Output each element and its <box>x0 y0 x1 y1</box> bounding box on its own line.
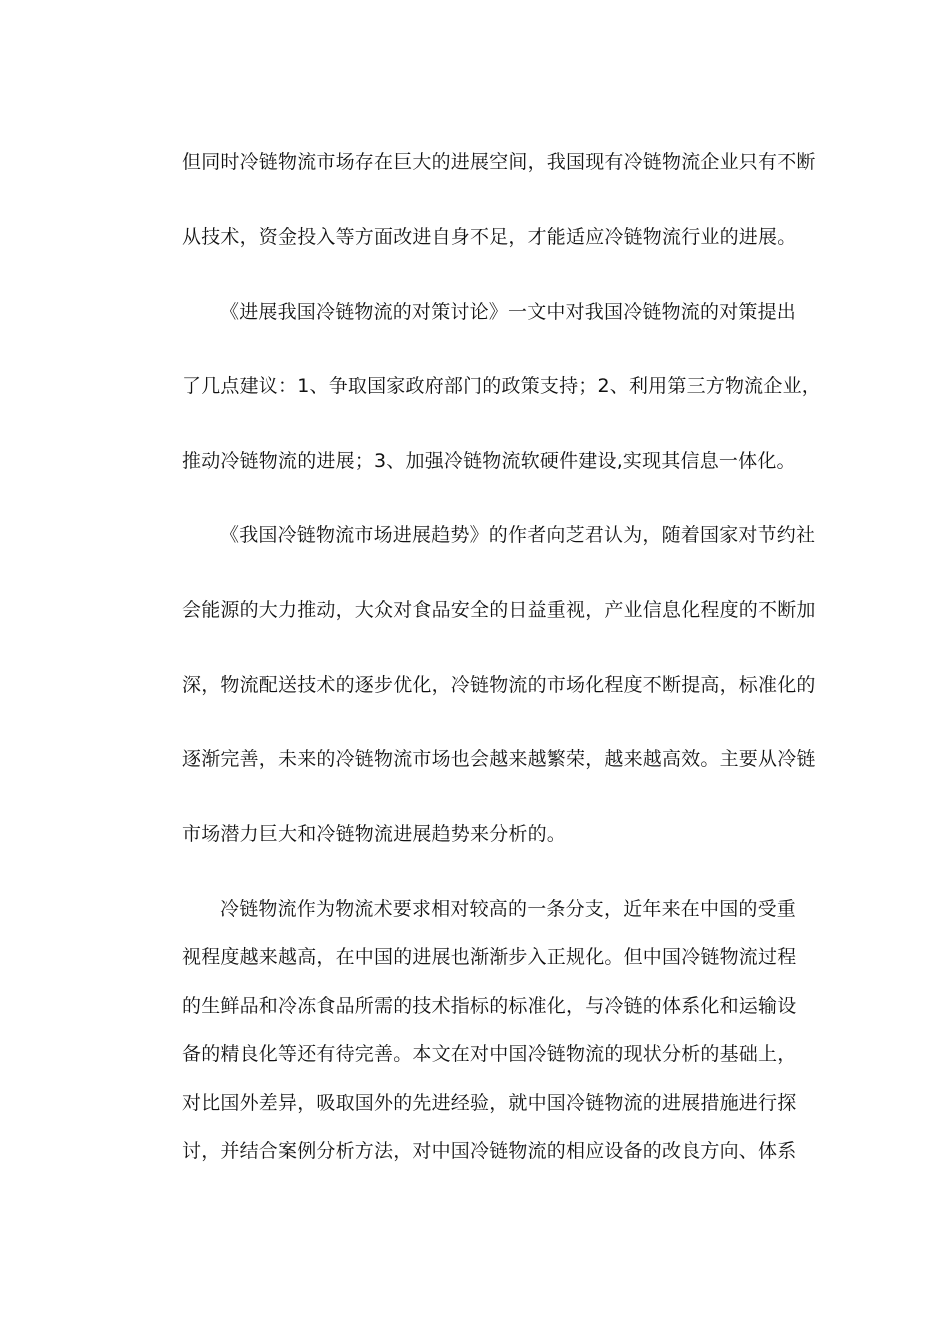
paragraph-2-line-3: 推动冷链物流的进展；3、加强冷链物流软硬件建设,实现其信息一体化。 <box>182 450 796 472</box>
paragraph-3-line-4: 逐渐完善，未来的冷链物流市场也会越来越繁荣，越来越高效。主要从冷链 <box>182 748 816 770</box>
paragraph-3-line-3: 深，物流配送技术的逐步优化，冷链物流的市场化程度不断提高，标准化的 <box>182 674 816 696</box>
paragraph-1-line-1: 但同时冷链物流市场存在巨大的进展空间，我国现有冷链物流企业只有不断 <box>182 151 816 173</box>
paragraph-4-line-1: 冷链物流作为物流术要求相对较高的一条分支，近年来在中国的受重 <box>220 898 797 920</box>
paragraph-3-line-2: 会能源的大力推动，大众对食品安全的日益重视，产业信息化程度的不断加 <box>182 599 816 621</box>
paragraph-4-line-4: 备的精良化等还有待完善。本文在对中国冷链物流的现状分析的基础上， <box>182 1043 797 1065</box>
paragraph-4-line-5: 对比国外差异，吸取国外的先进经验，就中国冷链物流的进展措施进行探 <box>182 1092 797 1114</box>
paragraph-3-line-1: 《我国冷链物流市场进展趋势》的作者向芝君认为，随着国家对节约社 <box>220 524 816 546</box>
paragraph-2-line-1: 《进展我国冷链物流的对策讨论》一文中对我国冷链物流的对策提出 <box>220 301 797 323</box>
paragraph-1-line-2: 从技术，资金投入等方面改进自身不足，才能适应冷链物流行业的进展。 <box>182 226 797 248</box>
paragraph-4-line-3: 的生鲜品和冷冻食品所需的技术指标的标准化，与冷链的体系化和运输设 <box>182 995 797 1017</box>
paragraph-4-line-2: 视程度越来越高，在中国的进展也渐渐步入正规化。但中国冷链物流过程 <box>182 946 797 968</box>
paragraph-4-line-6: 讨，并结合案例分析方法，对中国冷链物流的相应设备的改良方向、体系 <box>182 1140 797 1162</box>
paragraph-2-line-2: 了几点建议：1、争取国家政府部门的政策支持；2、利用第三方物流企业， <box>182 375 821 397</box>
paragraph-3-line-5: 市场潜力巨大和冷链物流进展趋势来分析的。 <box>182 823 567 845</box>
